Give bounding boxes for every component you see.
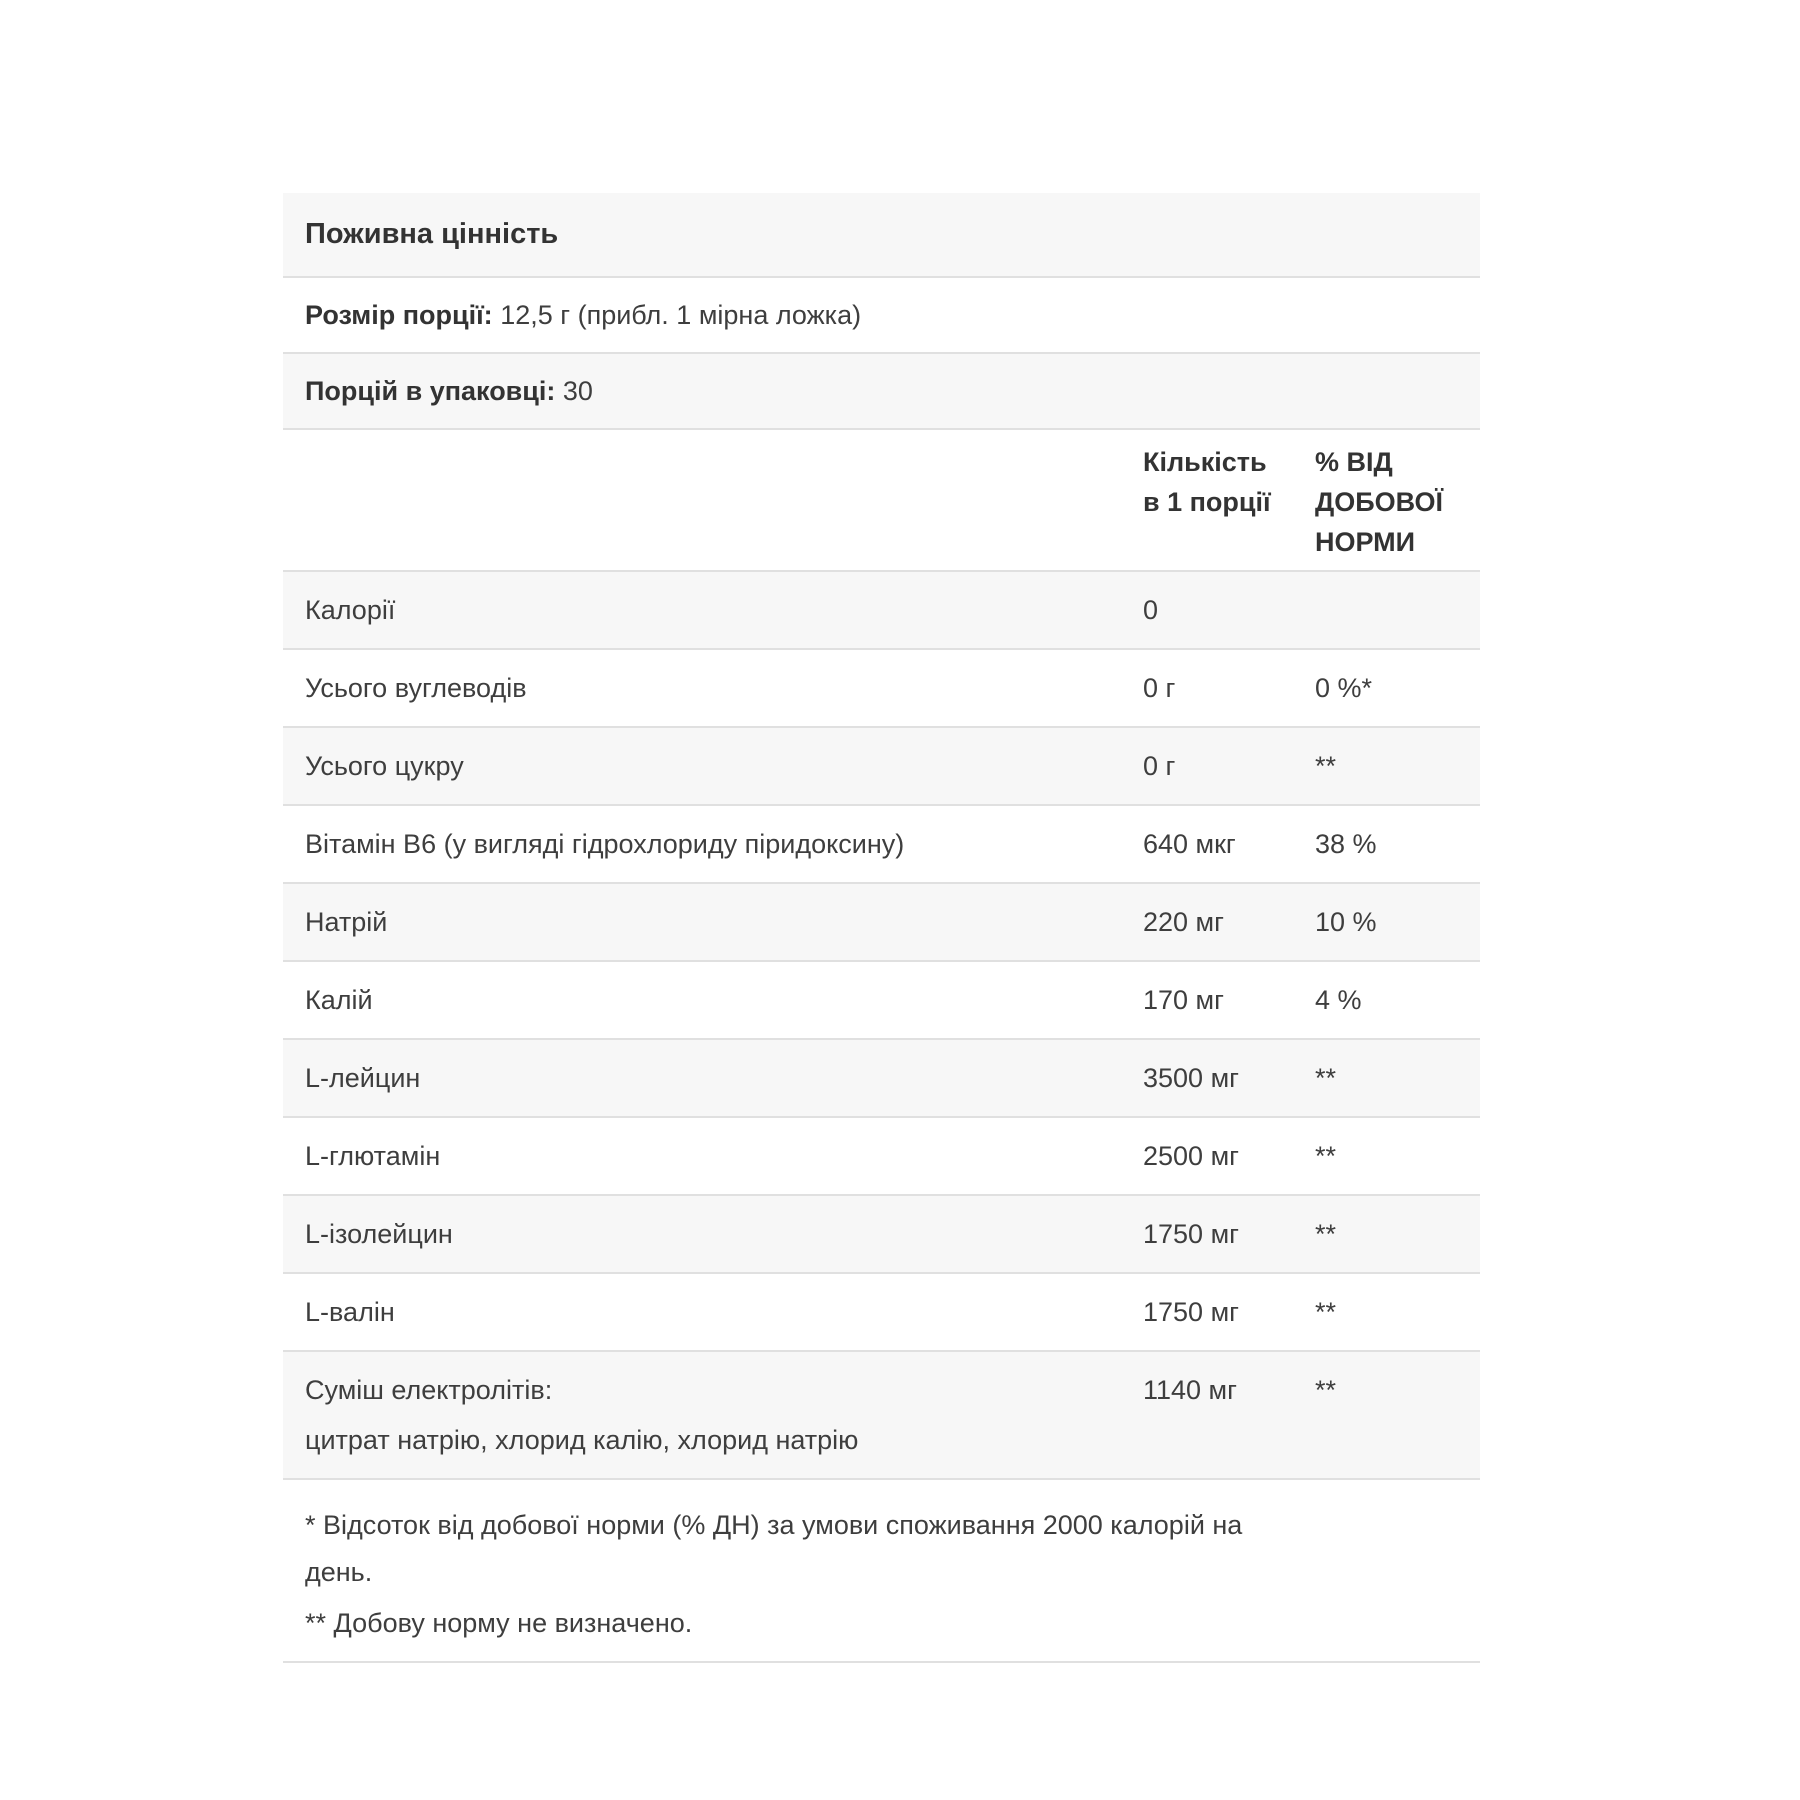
servings-per-pack-label: Порцій в упаковці:	[305, 376, 556, 406]
nutrient-label: Натрій	[305, 907, 388, 937]
nutrient-sublabel: цитрат натрію, хлорид калію, хлорид натрію	[305, 1425, 859, 1455]
serving-size-row	[283, 277, 1480, 353]
table-row	[283, 1195, 1480, 1273]
table-row	[283, 961, 1480, 1039]
table-row	[283, 805, 1480, 883]
column-header-row	[283, 429, 1480, 571]
no-daily-value-footnote: ** Добову норму не визначено.	[305, 1608, 693, 1638]
table-row	[283, 1273, 1480, 1351]
nutrient-label: Суміш електролітів:	[305, 1375, 553, 1405]
nutrient-label: L-глютамін	[305, 1141, 441, 1171]
nutrient-amount: 220 мг	[1143, 907, 1224, 937]
nutrient-daily-value: **	[1315, 1219, 1337, 1249]
nutrient-daily-value: 10 %	[1315, 907, 1377, 937]
nutrient-amount: 2500 мг	[1143, 1141, 1239, 1171]
nutrient-amount: 1750 мг	[1143, 1297, 1239, 1327]
table-title: Поживна цінність	[305, 218, 559, 250]
nutrient-amount: 3500 мг	[1143, 1063, 1239, 1093]
nutrient-daily-value: **	[1315, 751, 1337, 781]
table-row	[283, 1039, 1480, 1117]
servings-per-pack-row	[283, 353, 1480, 429]
serving-size-label: Розмір порції:	[305, 300, 493, 330]
nutrient-daily-value: **	[1315, 1141, 1337, 1171]
nutrient-daily-value: **	[1315, 1063, 1337, 1093]
nutrient-daily-value: **	[1315, 1375, 1337, 1405]
nutrient-amount: 0	[1143, 595, 1159, 625]
nutrient-label: Усього вуглеводів	[305, 673, 527, 703]
nutrient-amount: 170 мг	[1143, 985, 1224, 1015]
nutrient-daily-value: 38 %	[1315, 829, 1377, 859]
table-row	[283, 649, 1480, 727]
nutrient-rows	[283, 571, 1480, 1479]
table-row	[283, 571, 1480, 649]
nutrient-amount: 640 мкг	[1143, 829, 1236, 859]
daily-value-footnote: * Відсоток від добової норми (% ДН) за умови споживання 2000 калорій на день.	[305, 1510, 1243, 1587]
table-row	[283, 1351, 1480, 1479]
nutrient-daily-value: 0 %*	[1315, 673, 1373, 703]
nutrient-amount: 1750 мг	[1143, 1219, 1239, 1249]
nutrient-label: L-валін	[305, 1297, 395, 1327]
nutrient-label: Усього цукру	[305, 751, 464, 781]
column-header-empty	[283, 429, 1143, 571]
nutrient-daily-value	[1315, 571, 1480, 649]
nutrient-label: Калорії	[305, 595, 396, 625]
table-row	[283, 1117, 1480, 1195]
nutrient-label: L-ізолейцин	[305, 1219, 453, 1249]
table-title-row	[283, 193, 1480, 277]
nutrient-daily-value: **	[1315, 1297, 1337, 1327]
table-row	[283, 883, 1480, 961]
nutrition-facts-panel	[283, 193, 1480, 1663]
column-header-daily-value: % ВІД ДОБОВОЇ НОРМИ	[1315, 447, 1443, 557]
nutrition-table	[283, 193, 1480, 1663]
nutrient-amount: 1140 мг	[1143, 1375, 1237, 1405]
nutrient-label: Калій	[305, 985, 373, 1015]
nutrient-amount: 0 г	[1143, 673, 1176, 703]
nutrient-label: L-лейцин	[305, 1063, 421, 1093]
nutrient-daily-value: 4 %	[1315, 985, 1362, 1015]
nutrient-amount: 0 г	[1143, 751, 1176, 781]
nutrient-label: Вітамін B6 (у вигляді гідрохлориду піридоксину)	[305, 829, 905, 859]
servings-per-pack-value: 30	[562, 376, 593, 406]
table-row	[283, 727, 1480, 805]
column-header-amount: Кількість в 1 порції	[1143, 447, 1271, 517]
serving-size-value: 12,5 г (прибл. 1 мірна ложка)	[500, 300, 862, 330]
footnote-row	[283, 1479, 1480, 1662]
